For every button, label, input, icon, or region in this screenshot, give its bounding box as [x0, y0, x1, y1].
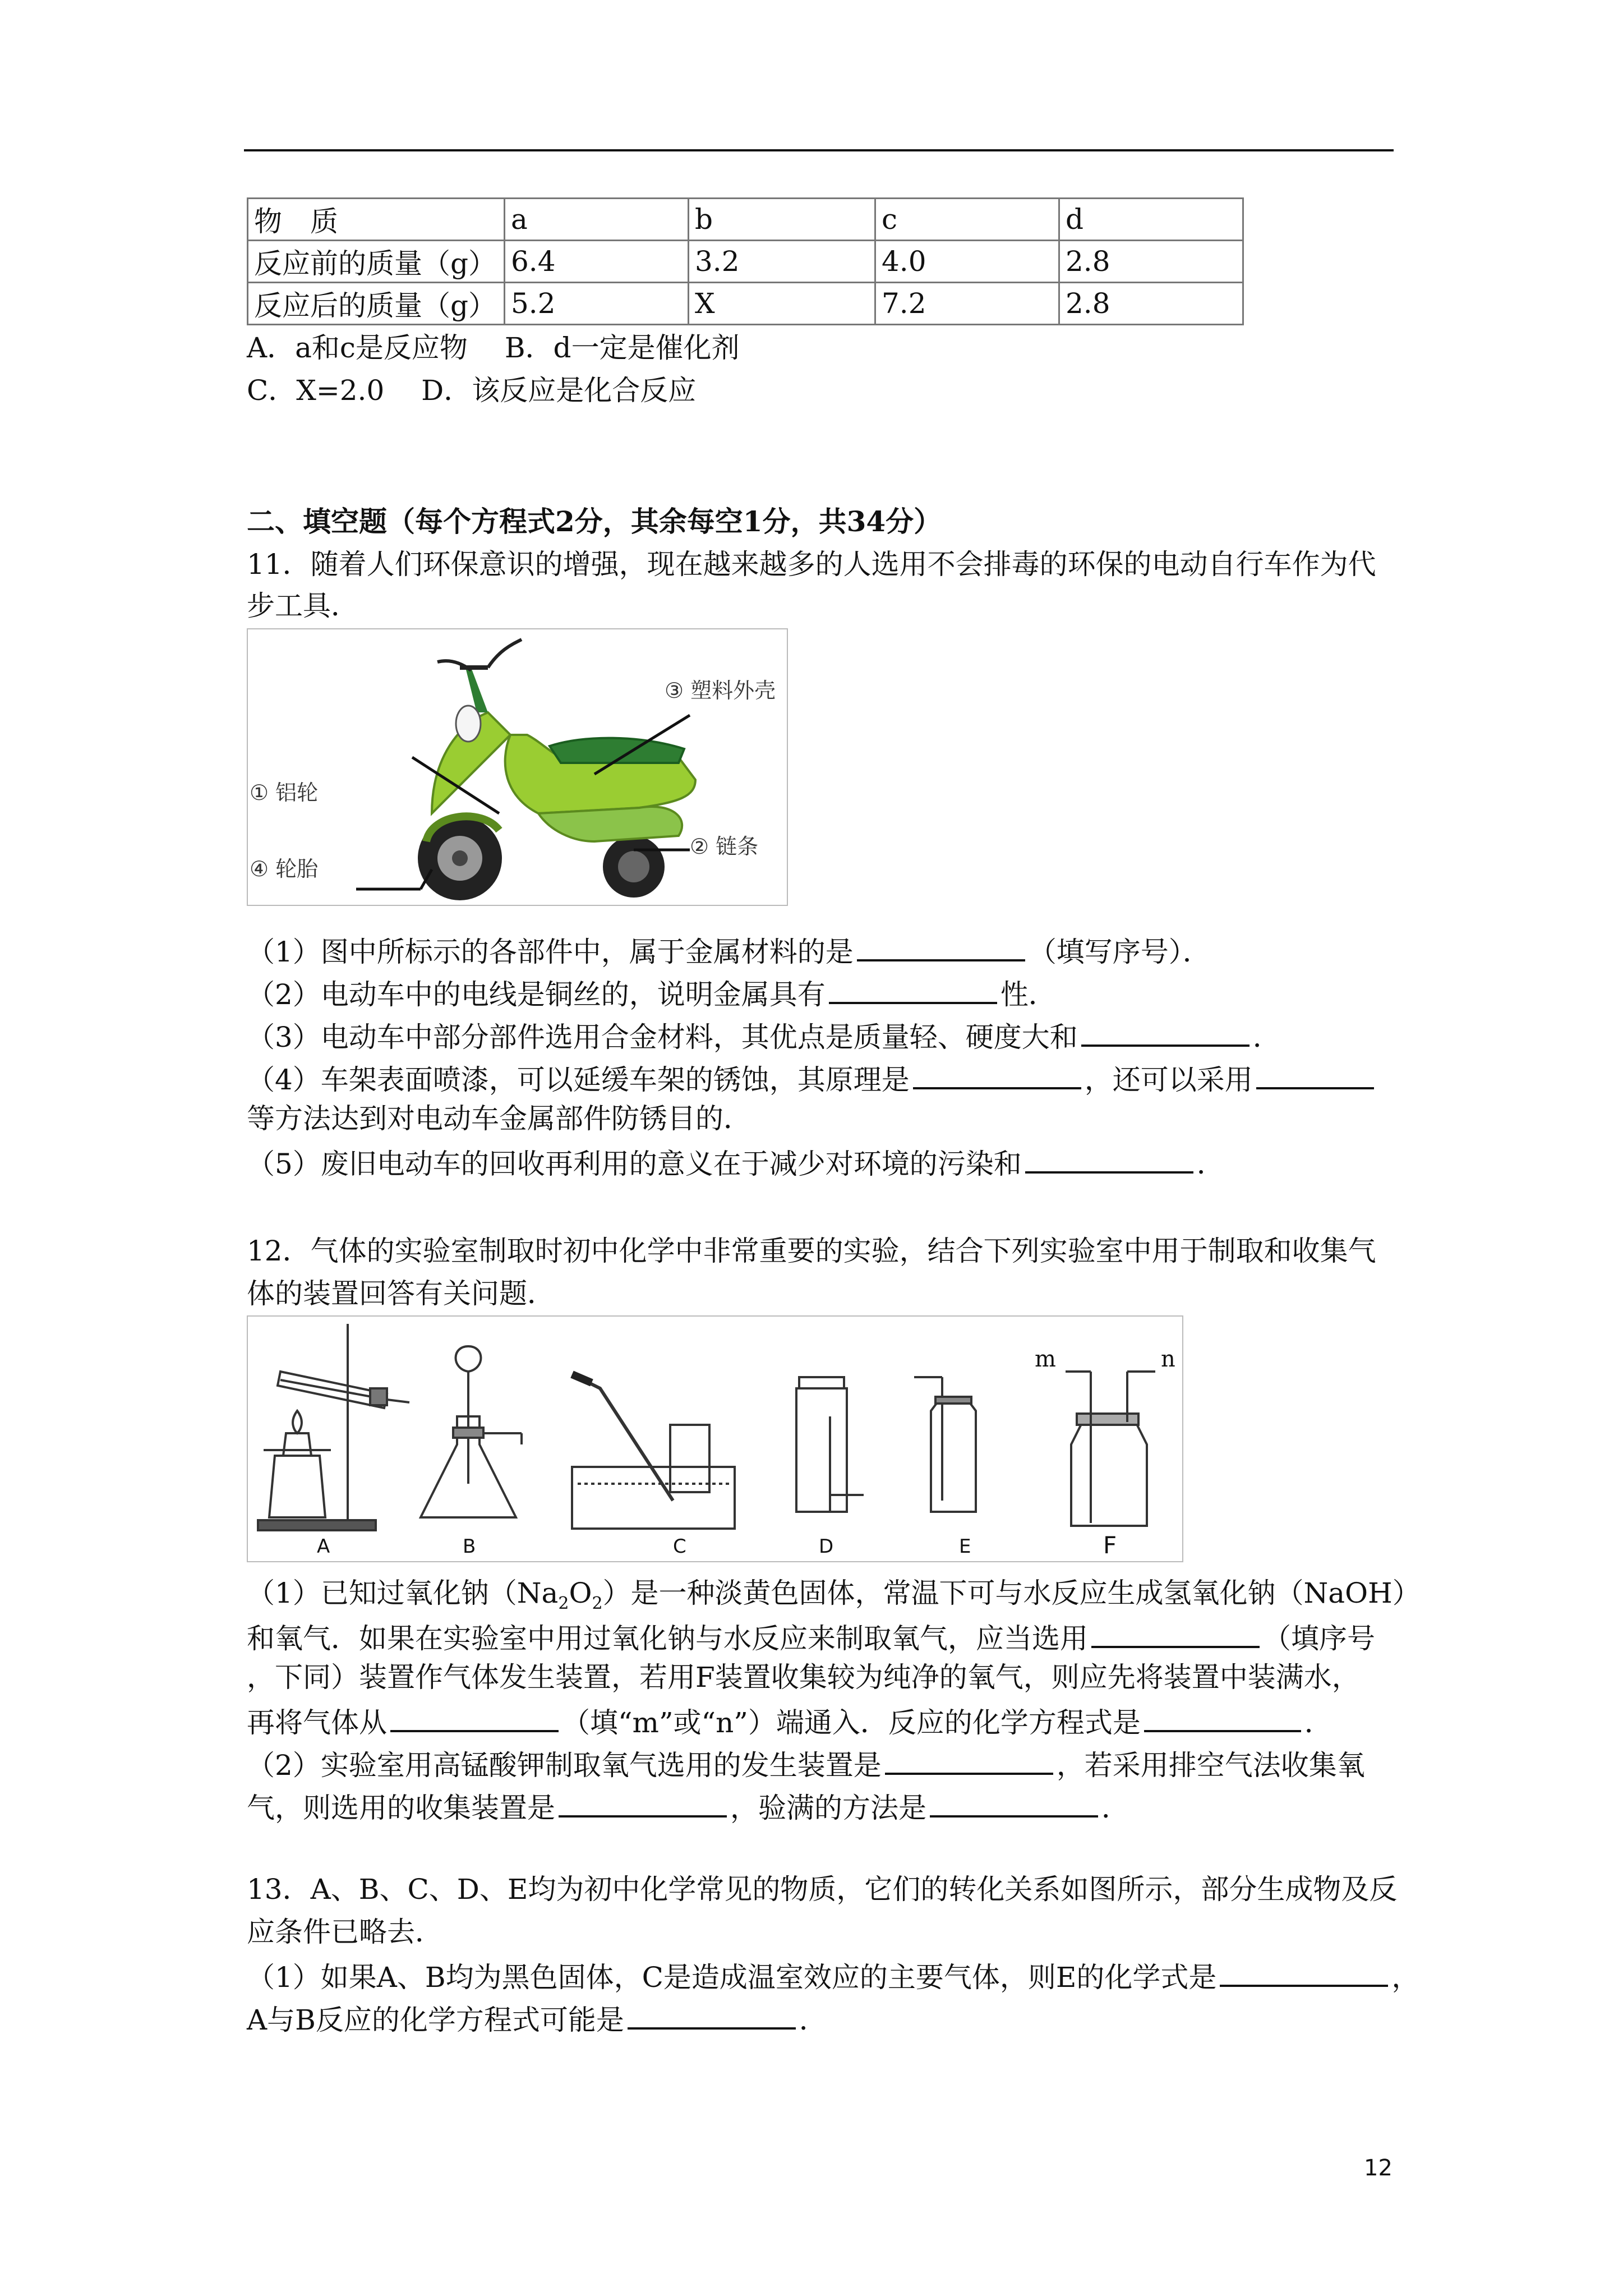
apparatus-label: A [317, 1535, 330, 1558]
answer-blank[interactable] [885, 1746, 1053, 1775]
text: （填序号 [1263, 1622, 1375, 1655]
text: （1）图中所标示的各部件中，属于金属材料的是 [247, 936, 854, 968]
mass-table [247, 197, 1244, 325]
text: 气，则选用的收集装置是 [247, 1792, 555, 1824]
q12-part2-line2 [247, 1788, 1129, 1825]
text: ． [1304, 1706, 1332, 1739]
answer-blank[interactable] [390, 1703, 559, 1732]
table-cell: 2.8 [1059, 283, 1243, 325]
text: （1）如果A、B均为黑色固体，C是造成温室效应的主要气体，则E的化学式是 [247, 1961, 1217, 1994]
table-cell: c [875, 199, 1059, 241]
label-chain: ② 链条 [690, 834, 759, 859]
text: ， [1391, 1961, 1420, 1994]
apparatus-label: F [1103, 1531, 1117, 1559]
q11-part5 [247, 1144, 1225, 1181]
answer-blank[interactable] [1025, 1144, 1193, 1174]
table-cell: 反应后的质量（g） [248, 283, 505, 325]
q12-part1-line3: ，下同）装置作气体发生装置，若用F装置收集较为纯净的氧气，则应先将装置中装满水， [247, 1661, 1360, 1694]
table-cell: 6.4 [505, 241, 689, 283]
text: （2）电动车中的电线是铜丝的，说明金属具有 [247, 978, 826, 1011]
answer-blank[interactable] [1256, 1060, 1374, 1089]
answer-blank[interactable] [559, 1788, 727, 1818]
table-cell: a [505, 199, 689, 241]
apparatus-label: C [673, 1535, 686, 1558]
page-number: 12 [1364, 2155, 1393, 2181]
q11-part4-cont: 等方法达到对电动车金属部件防锈目的． [247, 1102, 751, 1135]
q12-stem: 12．气体的实验室制取时初中化学中非常重要的实验，结合下列实验室中用于制取和收集气 [247, 1235, 1376, 1267]
answer-blank[interactable] [930, 1788, 1098, 1818]
q12-part1-line4 [247, 1703, 1332, 1740]
answer-blank[interactable] [1091, 1619, 1260, 1648]
q12-part1-line1 [247, 1576, 1421, 1621]
answer-blank[interactable] [1220, 1958, 1388, 1987]
text: ． [1252, 1021, 1281, 1053]
answer-blank[interactable] [857, 932, 1025, 961]
header-rule [244, 149, 1394, 151]
answer-blank[interactable] [1144, 1703, 1301, 1732]
q13-stem: 应条件已略去． [247, 1916, 443, 1948]
text: 和氧气．如果在实验室中用过氧化钠与水反应来制取氧气，应当选用 [247, 1622, 1088, 1655]
text: ． [799, 2004, 827, 2036]
text: ，若采用排空气法收集氧 [1056, 1749, 1365, 1782]
label-aluminum-wheel: ① 铝轮 [250, 780, 319, 805]
answer-blank[interactable] [1081, 1018, 1249, 1047]
q12-stem: 体的装置回答有关问题． [247, 1277, 555, 1310]
q13-part1-line2 [247, 2000, 827, 2037]
text: （5）废旧电动车的回收再利用的意义在于减少对环境的污染和 [247, 1148, 1022, 1180]
table-cell: d [1059, 199, 1243, 241]
text: ． [1196, 1148, 1225, 1180]
table-cell: 物 质 [248, 199, 505, 241]
apparatus-label: D [819, 1535, 834, 1558]
text: 性． [1000, 978, 1057, 1011]
text: （1）已知过氧化钠（Na [247, 1577, 559, 1609]
scooter-figure [247, 628, 788, 906]
text: ）是一种淡黄色固体，常温下可与水反应生成氢氧化钠（NaOH） [602, 1577, 1421, 1609]
q12-part1-line2 [247, 1619, 1375, 1655]
figure-frame [247, 628, 788, 906]
answer-blank[interactable] [628, 2000, 796, 2030]
table-cell: 3.2 [689, 241, 875, 283]
apparatus-label: B [463, 1535, 476, 1558]
q11-stem: 步工具． [247, 590, 359, 622]
table-cell: 7.2 [875, 283, 1059, 325]
table-row [248, 199, 1243, 241]
text: （填“m”或“n”）端通入．反应的化学方程式是 [562, 1706, 1141, 1739]
subscript: 2 [558, 1594, 569, 1613]
text: （填写序号）． [1028, 936, 1211, 968]
q11-stem: 11．随着人们环保意识的增强，现在越来越多的人选用不会排毒的环保的电动自行车作为代 [247, 548, 1376, 581]
q10-options-ab: A．a和c是反应物 B．d一定是催化剂 [247, 332, 740, 364]
table-cell: X [689, 283, 875, 325]
section-title: 二、填空题（每个方程式2分，其余每空1分，共34分） [247, 505, 942, 538]
apparatus-label: E [959, 1535, 971, 1558]
q13-stem: 13．A、B、C、D、E均为初中化学常见的物质，它们的转化关系如图所示，部分生成物及反 [247, 1873, 1398, 1906]
text: A与B反应的化学方程式可能是 [247, 2004, 624, 2036]
text: ． [1101, 1792, 1129, 1824]
table-cell: 反应前的质量（g） [248, 241, 505, 283]
subscript: 2 [592, 1594, 603, 1613]
table-row [248, 241, 1243, 283]
q13-part1-line1 [247, 1958, 1419, 1994]
q10-options-cd: C．X=2.0 D．该反应是化合反应 [247, 374, 697, 407]
text: O [569, 1577, 592, 1609]
q12-part2-line1 [247, 1746, 1365, 1782]
table-row [248, 283, 1243, 325]
table-cell: 4.0 [875, 241, 1059, 283]
q11-part3 [247, 1018, 1281, 1054]
text: ，验满的方法是 [730, 1792, 926, 1824]
q11-part4 [247, 1060, 1377, 1097]
text: ，还可以采用 [1084, 1064, 1253, 1096]
table-cell: b [689, 199, 875, 241]
answer-blank[interactable] [913, 1060, 1081, 1089]
label-tire: ④ 轮胎 [250, 857, 319, 881]
port-n-label: n [1161, 1346, 1175, 1372]
q11-part1 [247, 932, 1211, 969]
label-plastic-shell: ③ 塑料外壳 [665, 678, 776, 703]
text: （4）车架表面喷漆，可以延缓车架的锈蚀，其原理是 [247, 1064, 910, 1096]
text: （3）电动车中部分部件选用合金材料，其优点是质量轻、硬度大和 [247, 1021, 1078, 1053]
answer-blank[interactable] [829, 975, 997, 1004]
text: 再将气体从 [247, 1706, 387, 1739]
table-cell: 2.8 [1059, 241, 1243, 283]
apparatus-figure [247, 1315, 1183, 1562]
table-cell: 5.2 [505, 283, 689, 325]
port-m-label: m [1035, 1346, 1056, 1372]
text: （2）实验室用高锰酸钾制取氧气选用的发生装置是 [247, 1749, 882, 1782]
q11-part2 [247, 975, 1057, 1011]
